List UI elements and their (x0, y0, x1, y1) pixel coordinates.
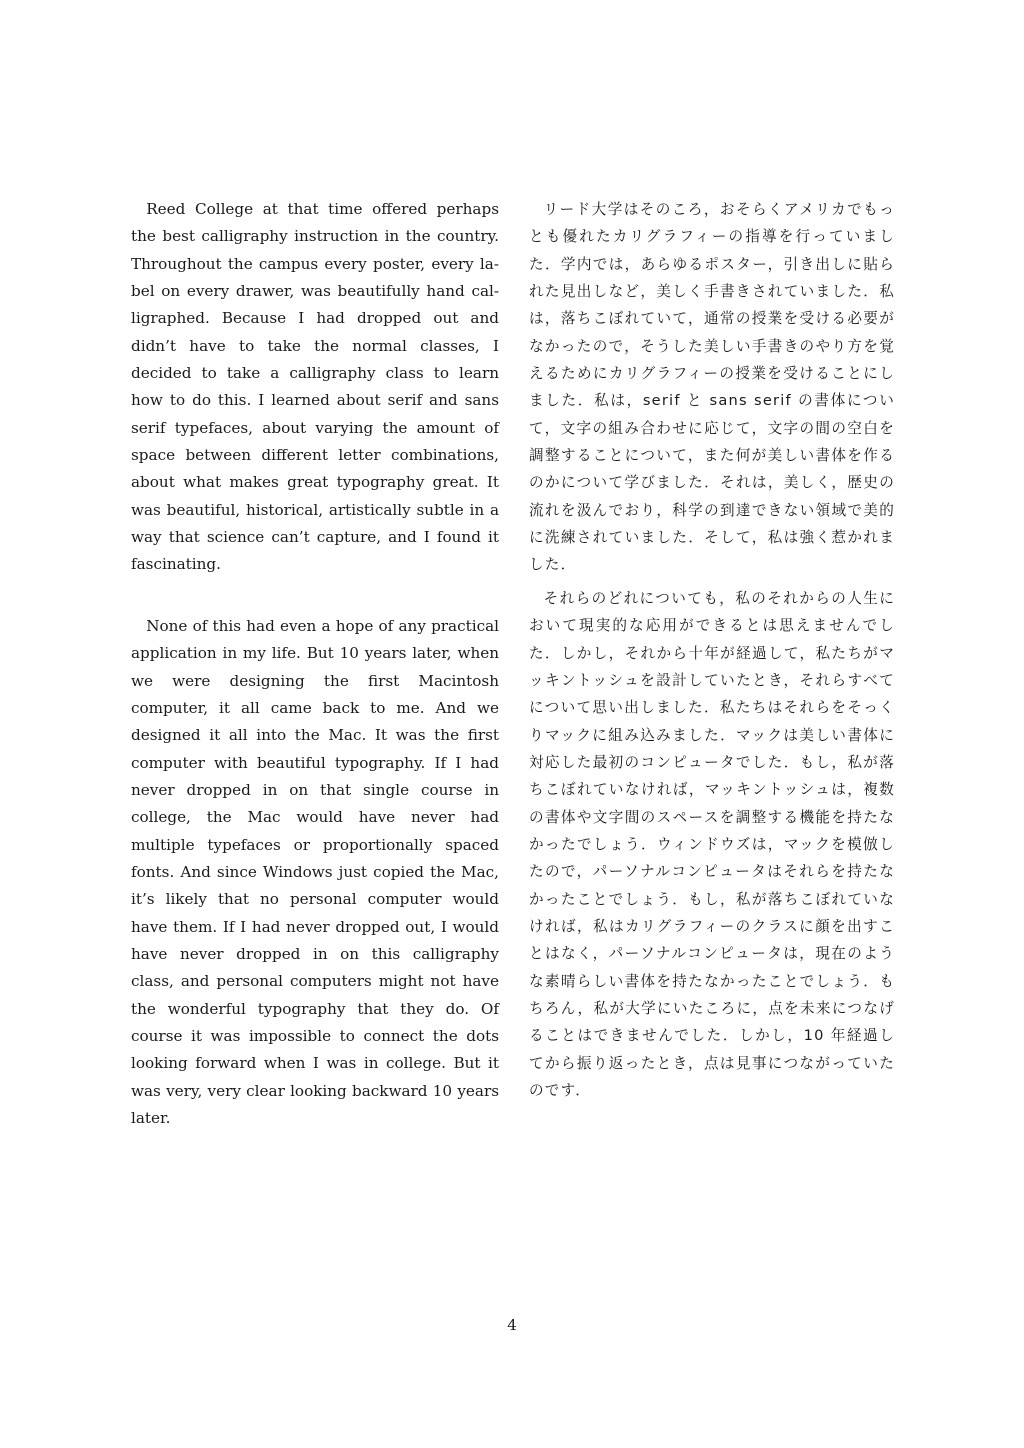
english-column (131, 196, 499, 1132)
english-paragraph-1: Reed College at that time offered perhaps the best calligraphy instruction in the country. Throughout the campus every poster, every label on every drawer, was beautifully hand calligraphed. Because I had dropped out and didn’t have to take the normal classes, I decided to take a calligraphy class to learn how to do this. I learned about serif and sans serif typefaces, about varying the amount of space between different letter combinations, about what makes great typography great. It was beautiful, historical, artistically subtle in a way that science can’t capture, and I found it fascinating. (131, 200, 499, 574)
english-paragraph-2: None of this had even a hope of any practical application in my life. But 10 years later, when we were designing the first Macintosh computer, it all came back to me. And we designed it all into the Mac. It was the first computer with beautiful typography. If I had never dropped in on that single course in college, the Mac would have never had multiple typefaces or proportionally spaced fonts. And since Windows just copied the Mac, it’s likely that no personal computer would have them. If I had never dropped out, I would have never dropped in on this calligraphy class, and personal computers might not have the wonderful typography that they do. Of course it was impossible to connect the dots looking forward when I was in college. But it was very, very clear looking backward 10 years later. (131, 616, 499, 1127)
japanese-paragraph-2: それらのどれについても，私のそれからの人生において現実的な応用ができるとは思えませんでした．しかし，それから十年が経過して，私たちがマッキントッシュを設計していたとき，それらすべてについて思い出しました．私たちはそれらをそっくりマックに組み込みました．マックは美しい書体に対応した最初のコンピュータでした．もし，私が落ちこぼれていなければ，マッキントッシュは，複数の書体や文字間のスペースを調整する機能を持たなかったでしょう．ウィンドウズは，マックを模倣したので，パーソナルコンピュータはそれらを持たなかったことでしょう．もし，私が落ちこぼれていなければ，私はカリグラフィーのクラスに顔を出すことはなく，パーソナルコンピュータは，現在のような素晴らしい書体を持たなかったことでしょう．もちろん，私が大学にいたころに，点を未来につなげることはできませんでした．しかし，10 年経過してから振り返ったとき，点は見事につながっていたのです． (529, 589, 895, 1099)
page-number: 4 (507, 1316, 517, 1334)
japanese-paragraph-1: リード大学はそのころ，おそらくアメリカでもっとも優れたカリグラフィーの指導を行っていました．学内では，あらゆるポスター，引き出しに貼られた見出しなど，美しく手書きされていました．私は，落ちこぼれていて，通常の授業を受ける必要がなかったので，そうした美しい手書きのやり方を覚えるためにカリグラフィーの授業を受けることにしました．私は，serif と sans serif の書体について，文字の組み合わせに応じて，文字の間の空白を調整することについて，また何が美しい書体を作るのかについて学びました．それは，美しく，歴史の流れを汲んでおり，科学の到達できない領域で美的に洗練されていました．そして，私は強く惹かれました． (529, 201, 895, 574)
japanese-column (529, 196, 895, 1104)
